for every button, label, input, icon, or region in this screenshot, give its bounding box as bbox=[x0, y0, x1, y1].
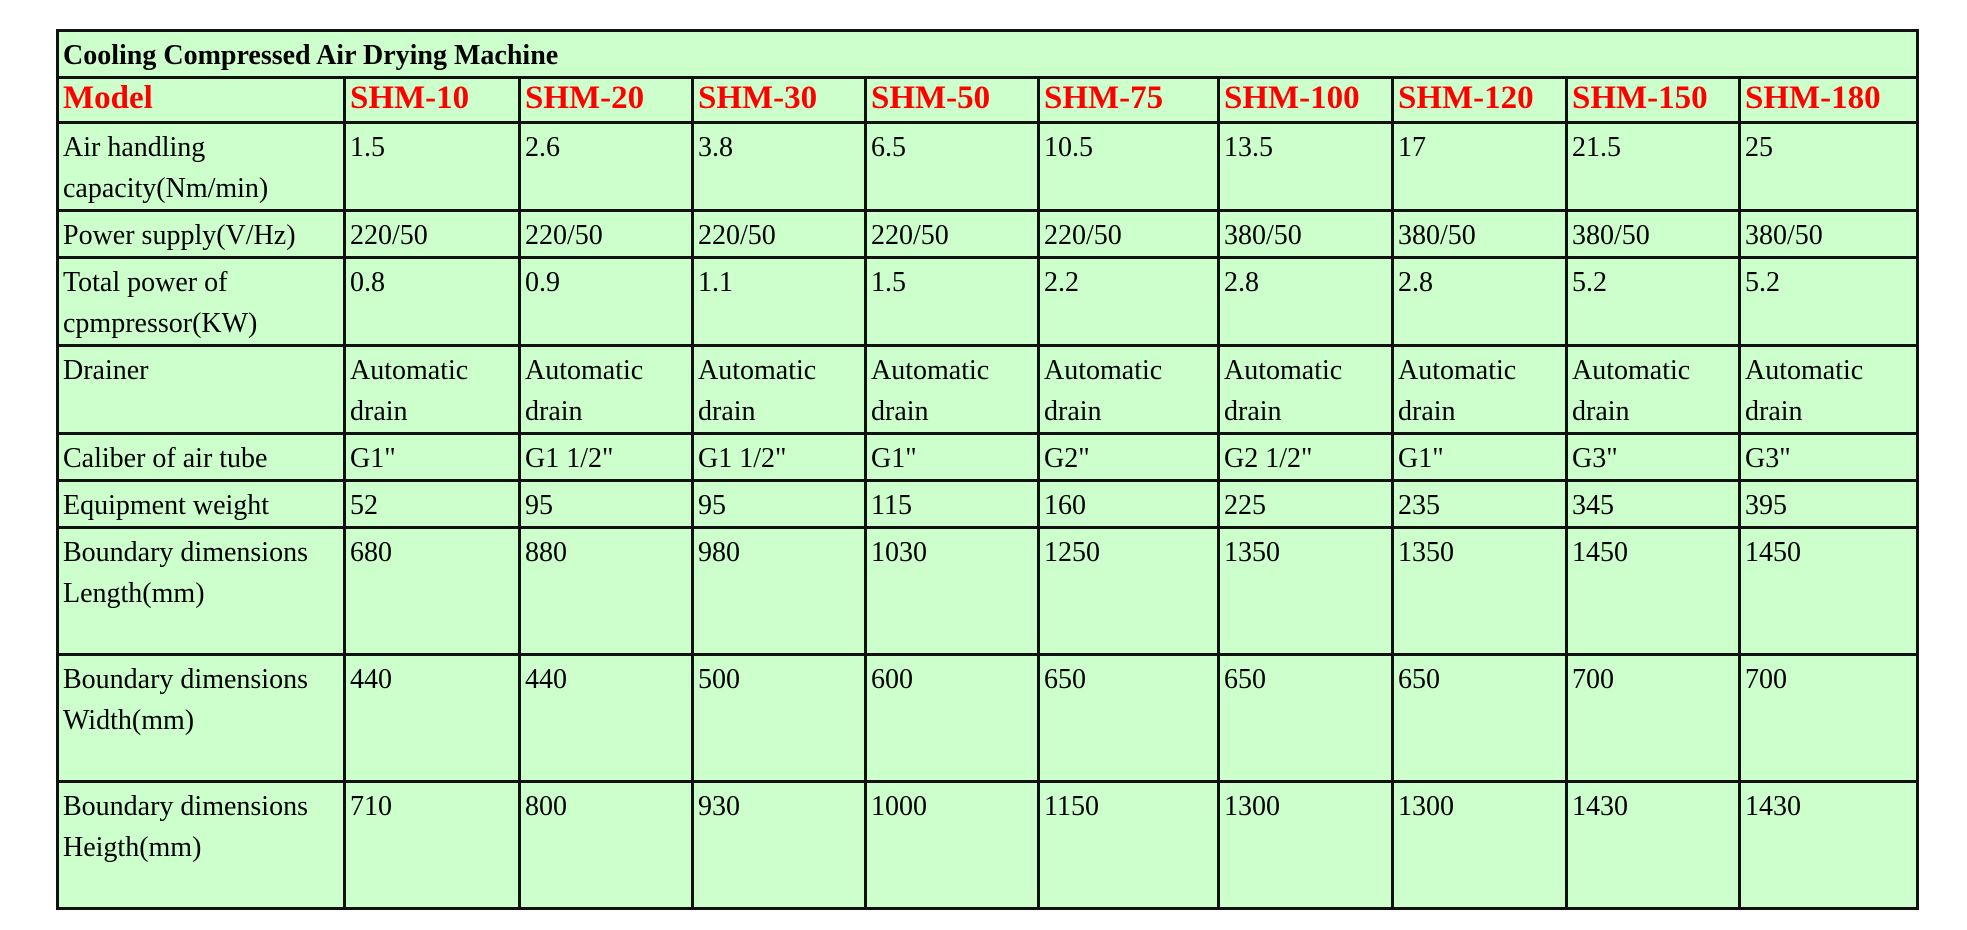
spec-sheet bbox=[56, 29, 1919, 910]
model-header: SHM-30 bbox=[693, 78, 866, 123]
table-cell: 2.8 bbox=[1219, 258, 1393, 346]
row-label: Boundary dimensions Length(mm) bbox=[58, 528, 345, 655]
table-cell: G1 1/2" bbox=[693, 434, 866, 481]
table-cell: 1.1 bbox=[693, 258, 866, 346]
table-cell: 2.2 bbox=[1039, 258, 1219, 346]
table-cell: G3" bbox=[1567, 434, 1740, 481]
table-row bbox=[58, 481, 1918, 528]
row-label: Boundary dimensions Width(mm) bbox=[58, 655, 345, 782]
row-label: Caliber of air tube bbox=[58, 434, 345, 481]
row-label: Boundary dimensions Heigth(mm) bbox=[58, 782, 345, 909]
row-label: Drainer bbox=[58, 346, 345, 434]
table-row bbox=[58, 211, 1918, 258]
table-cell: 800 bbox=[520, 782, 693, 909]
table-cell: Automatic drain bbox=[866, 346, 1039, 434]
table-cell: 980 bbox=[693, 528, 866, 655]
table-cell: 930 bbox=[693, 782, 866, 909]
table-cell: 1350 bbox=[1219, 528, 1393, 655]
table-cell: 17 bbox=[1393, 123, 1567, 211]
table-cell: 6.5 bbox=[866, 123, 1039, 211]
row-label: Power supply(V/Hz) bbox=[58, 211, 345, 258]
table-cell: 380/50 bbox=[1393, 211, 1567, 258]
model-header: SHM-50 bbox=[866, 78, 1039, 123]
table-cell: 700 bbox=[1740, 655, 1918, 782]
table-row bbox=[58, 258, 1918, 346]
table-cell: Automatic drain bbox=[1393, 346, 1567, 434]
table-cell: 1430 bbox=[1740, 782, 1918, 909]
table-cell: 21.5 bbox=[1567, 123, 1740, 211]
table-row bbox=[58, 655, 1918, 782]
table-cell: 380/50 bbox=[1219, 211, 1393, 258]
table-cell: 25 bbox=[1740, 123, 1918, 211]
table-cell: 380/50 bbox=[1740, 211, 1918, 258]
table-cell: Automatic drain bbox=[1219, 346, 1393, 434]
spec-table bbox=[56, 29, 1919, 910]
table-cell: 880 bbox=[520, 528, 693, 655]
table-cell: 1000 bbox=[866, 782, 1039, 909]
model-header: SHM-100 bbox=[1219, 78, 1393, 123]
model-row bbox=[58, 78, 1918, 123]
model-header: SHM-20 bbox=[520, 78, 693, 123]
model-label: Model bbox=[58, 78, 345, 123]
table-cell: 220/50 bbox=[866, 211, 1039, 258]
model-header: SHM-10 bbox=[345, 78, 520, 123]
table-cell: Automatic drain bbox=[693, 346, 866, 434]
table-row bbox=[58, 434, 1918, 481]
model-header: SHM-180 bbox=[1740, 78, 1918, 123]
row-label: Air handling capacity(Nm/min) bbox=[58, 123, 345, 211]
table-cell: G3" bbox=[1740, 434, 1918, 481]
table-cell: 500 bbox=[693, 655, 866, 782]
table-cell: 3.8 bbox=[693, 123, 866, 211]
table-cell: 95 bbox=[520, 481, 693, 528]
table-cell: 220/50 bbox=[520, 211, 693, 258]
table-cell: 0.8 bbox=[345, 258, 520, 346]
table-cell: 52 bbox=[345, 481, 520, 528]
table-cell: 2.8 bbox=[1393, 258, 1567, 346]
table-cell: 650 bbox=[1039, 655, 1219, 782]
table-row bbox=[58, 528, 1918, 655]
model-header: SHM-75 bbox=[1039, 78, 1219, 123]
row-label: Total power of cpmpressor(KW) bbox=[58, 258, 345, 346]
table-cell: 235 bbox=[1393, 481, 1567, 528]
table-cell: 2.6 bbox=[520, 123, 693, 211]
table-cell: 1250 bbox=[1039, 528, 1219, 655]
table-cell: G1" bbox=[1393, 434, 1567, 481]
table-cell: 680 bbox=[345, 528, 520, 655]
table-cell: 0.9 bbox=[520, 258, 693, 346]
table-cell: 5.2 bbox=[1567, 258, 1740, 346]
table-cell: 440 bbox=[345, 655, 520, 782]
table-cell: 220/50 bbox=[1039, 211, 1219, 258]
table-cell: 440 bbox=[520, 655, 693, 782]
table-title: Cooling Compressed Air Drying Machine bbox=[58, 31, 1918, 78]
title-row bbox=[58, 31, 1918, 78]
table-cell: 650 bbox=[1393, 655, 1567, 782]
table-cell: 1430 bbox=[1567, 782, 1740, 909]
table-cell: 395 bbox=[1740, 481, 1918, 528]
table-row bbox=[58, 123, 1918, 211]
table-cell: 345 bbox=[1567, 481, 1740, 528]
table-cell: 710 bbox=[345, 782, 520, 909]
table-cell: 1030 bbox=[866, 528, 1039, 655]
table-cell: 1450 bbox=[1567, 528, 1740, 655]
model-header: SHM-150 bbox=[1567, 78, 1740, 123]
table-cell: 225 bbox=[1219, 481, 1393, 528]
table-row bbox=[58, 782, 1918, 909]
table-cell: 600 bbox=[866, 655, 1039, 782]
table-cell: 380/50 bbox=[1567, 211, 1740, 258]
table-cell: 10.5 bbox=[1039, 123, 1219, 211]
table-cell: 1150 bbox=[1039, 782, 1219, 909]
table-cell: 700 bbox=[1567, 655, 1740, 782]
table-cell: G2" bbox=[1039, 434, 1219, 481]
table-row bbox=[58, 346, 1918, 434]
table-cell: G1 1/2" bbox=[520, 434, 693, 481]
table-cell: 650 bbox=[1219, 655, 1393, 782]
table-cell: 220/50 bbox=[345, 211, 520, 258]
table-cell: 13.5 bbox=[1219, 123, 1393, 211]
table-cell: 1.5 bbox=[345, 123, 520, 211]
table-cell: 1450 bbox=[1740, 528, 1918, 655]
table-cell: 1300 bbox=[1393, 782, 1567, 909]
table-cell: Automatic drain bbox=[520, 346, 693, 434]
table-cell: G1" bbox=[345, 434, 520, 481]
table-cell: Automatic drain bbox=[1740, 346, 1918, 434]
table-cell: 1300 bbox=[1219, 782, 1393, 909]
table-cell: 220/50 bbox=[693, 211, 866, 258]
table-cell: G1" bbox=[866, 434, 1039, 481]
table-cell: Automatic drain bbox=[345, 346, 520, 434]
table-cell: G2 1/2" bbox=[1219, 434, 1393, 481]
row-label: Equipment weight bbox=[58, 481, 345, 528]
table-cell: 1.5 bbox=[866, 258, 1039, 346]
table-cell: 1350 bbox=[1393, 528, 1567, 655]
table-cell: Automatic drain bbox=[1039, 346, 1219, 434]
table-cell: Automatic drain bbox=[1567, 346, 1740, 434]
table-cell: 95 bbox=[693, 481, 866, 528]
model-header: SHM-120 bbox=[1393, 78, 1567, 123]
table-cell: 160 bbox=[1039, 481, 1219, 528]
table-cell: 115 bbox=[866, 481, 1039, 528]
table-cell: 5.2 bbox=[1740, 258, 1918, 346]
